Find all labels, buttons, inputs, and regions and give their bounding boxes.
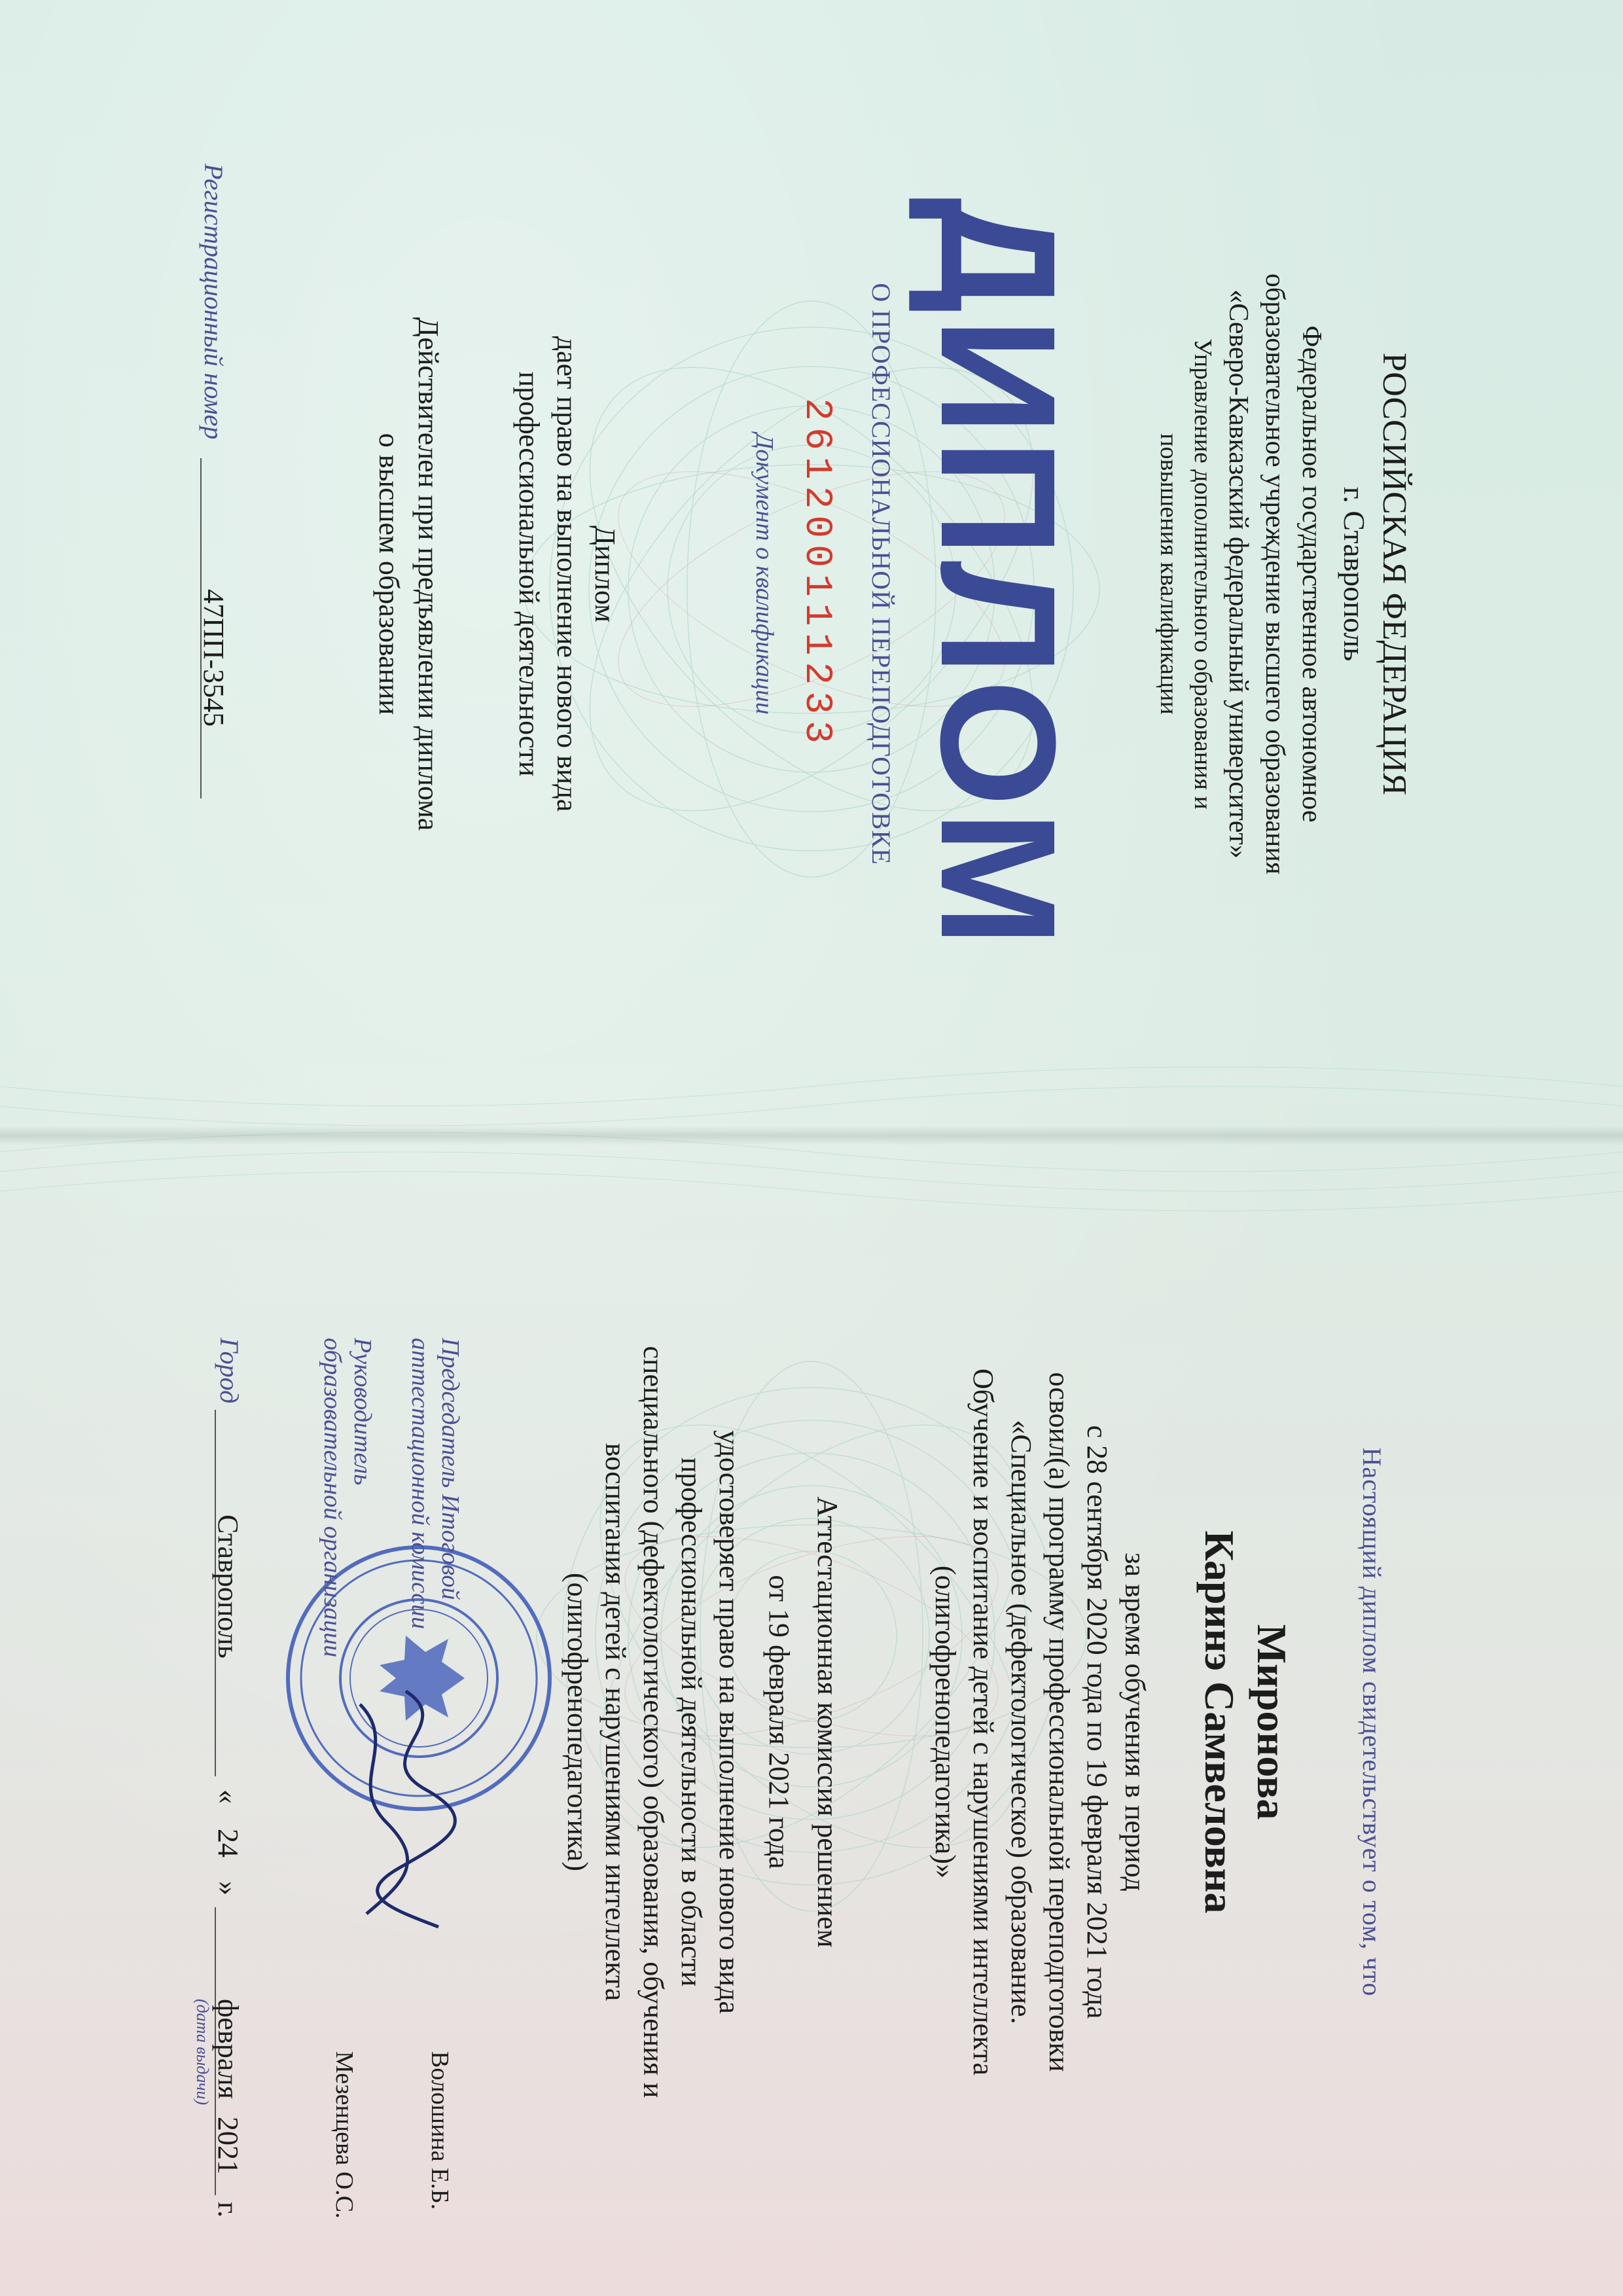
city-name: г. Ставрополь [1338,486,1371,662]
intro-text: Настоящий диплом свидетельствует о том, что [1357,1447,1387,1997]
commission-line-3: удостоверяет право на выполнение нового вида [713,1430,745,2014]
city-value: Ставрополь [212,1515,244,1659]
head-name: Мезенцева О.С. [330,2051,358,2219]
institution-line-2: образовательное учреждение высшего образования [1260,273,1290,875]
study-line-1: за время обучения в период [1119,1552,1151,1892]
rights-line-1: Диплом [589,525,621,623]
head-label-line-2: образовательной организации [319,1338,346,1658]
commission-line-6: воспитания детей с нарушениями интеллекта [599,1443,632,2001]
institution-line-3: «Северо-Кавказский федеральный университет» [1223,289,1253,859]
study-line-5: Обучение и воспитание детей с нарушениями интеллекта [967,1368,999,2076]
signature-marks [340,1685,484,1933]
rights-line-2: дает право на выполнение нового вида [551,336,583,812]
serial-number: 261200111233 [795,398,838,750]
commission-line-4: профессиональной деятельности в области [675,1457,707,1987]
date-month: февраля [212,1999,244,2099]
city-label: Город [215,1338,244,1404]
study-line-3: освоил(а) программу профессиональной переподготовки [1043,1372,1075,2072]
recipient-surname: Миронова [1249,1624,1295,1820]
date-suffix: г. [212,2202,244,2218]
chair-label-line-2: аттестационной комиссии [406,1338,434,1630]
country-name: РОССИЙСКАЯ ФЕДЕРАЦИЯ [1376,352,1413,796]
validity-line-1: Действителен при предъявлении диплома [412,317,444,831]
date-close-quote: » [212,1881,244,1895]
recipient-given-names: Каринэ Самвеловна [1196,1530,1243,1914]
institution-line-5: повышения квалификации [1155,433,1183,715]
chair-label-line-1: Председатель Итоговой [437,1338,464,1600]
study-line-6: (олигофренопедагогика)» [929,1566,961,1878]
commission-line-5: специального (дефектологического) образования, обучения и [637,1346,669,2098]
diploma-title: ДИПЛОМ [907,197,1090,951]
institution-line-4: Управление дополнительного образования и [1189,338,1217,810]
study-line-2: с 28 сентября 2020 года по 19 февраля 2021 года [1081,1425,1113,2019]
date-open-quote: « [212,1789,244,1804]
date-day: 24 [212,1829,244,1857]
institution-line-1: Федеральное государственное автономное [1296,325,1327,823]
study-line-4: «Специальное (дефектологическое) образование. [1005,1420,1037,2024]
head-label-line-1: Руководитель [349,1338,376,1486]
commission-line-7: (олигофренопедагогика) [562,1573,594,1871]
date-hint: (дата выдачи) [193,1999,212,2106]
validity-line-2: о высшем образовании [373,433,405,715]
document-type: Документ о квалификации [751,433,778,715]
chair-name: Волошина Е.Б. [426,2051,454,2210]
diploma-content-page [0,1148,1623,2296]
commission-line-1: Аттестационная комиссия решением [812,1496,844,1948]
date-year: 2021 [212,2117,244,2174]
diploma-subtitle: О ПРОФЕССИОНАЛЬНОЙ ПЕРЕПОДГОТОВКЕ [866,283,896,865]
rights-line-3: профессиональной деятельности [513,371,545,777]
registration-number: 47ПП-3545 [198,589,230,727]
commission-line-2: от 19 февраля 2021 года [763,1575,795,1869]
registration-label: Регистрационный номер [199,164,228,440]
